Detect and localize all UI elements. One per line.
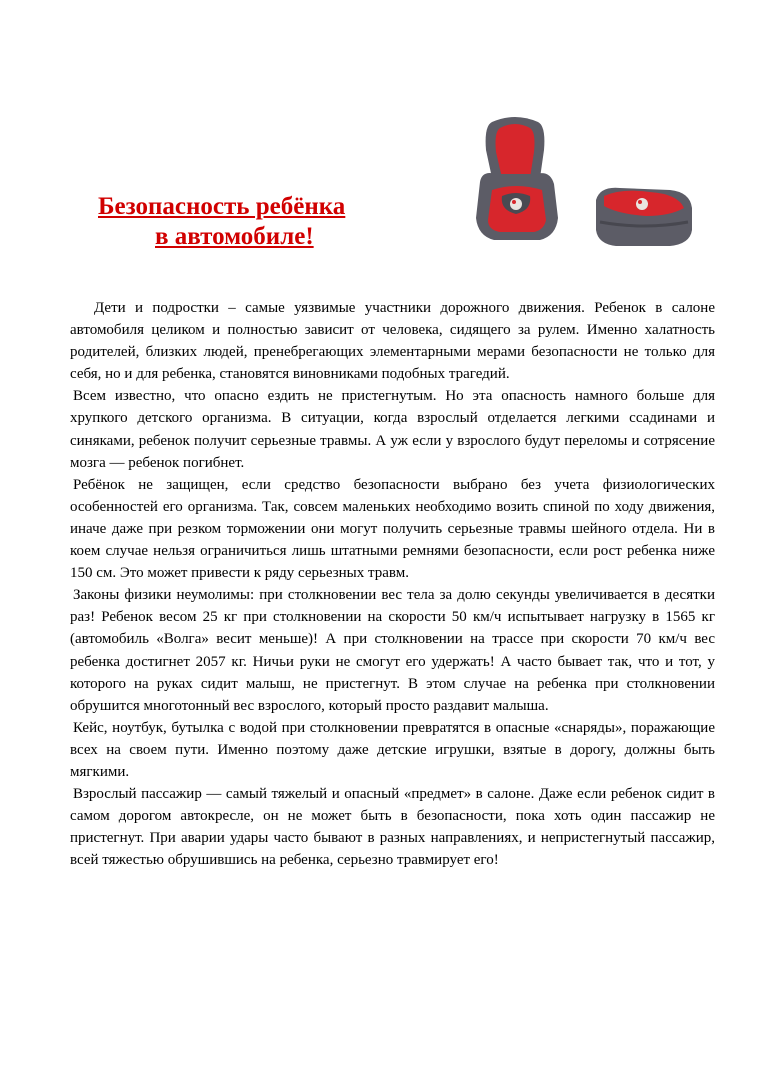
- booster-seat-icon: [596, 188, 692, 246]
- article-body: [70, 297, 715, 871]
- page-title-line-1: Безопасность ребёнка: [98, 193, 346, 220]
- paragraph-6: Взрослый пассажир — самый тяжелый и опасный «предмет» в салоне. Даже если ребенок сидит в самом дорогом автокресле, он не может быть в безопасности, пока хоть один пассажир не пристегнут. При аварии удары часто бывают в разных направлениях, и непристегнутый пассажир, всей тяжестью обрушившись на ребенка, серьезно травмирует его!: [70, 786, 715, 869]
- paragraph-1: Дети и подростки – самые уязвимые участники дорожного движения. Ребенок в салоне автомобиля целиком и полностью зависит от человека, сидящего за рулем. Именно халатность родителей, близких людей, пренебрегающих элементарными мерами безопасности не только для себя, но и для ребенка, становятся виновниками подобных трагедий.: [70, 300, 715, 383]
- car-seats-illustration: [470, 112, 710, 262]
- paragraph-5: Кейс, ноутбук, бутылка с водой при столкновении превратятся в опасные «снаряды», поражающие всех на своем пути. Именно поэтому даже детские игрушки, взятые в дорогу, должны быть мягкими.: [70, 719, 715, 780]
- paragraph-3: Ребёнок не защищен, если средство безопасности выбрано без учета физиологических особенностей его организма. Так, совсем маленьких необходимо возить спиной по ходу движения, иначе даже при резком торможении они могут получить серьезные травмы шейного отдела. Ни в коем случае нельзя ограничиться лишь штатными ремнями безопасности, если рост ребенка ниже 150 см. Это может привести к ряду серьезных травм.: [70, 476, 715, 582]
- paragraph-2: Всем известно, что опасно ездить не пристегнутым. Но эта опасность намного больше для хрупкого детского организма. В ситуации, когда взрослый отделается легкими ссадинами и синяками, ребенок получит серьезные травмы. А уж если у взрослого будут переломы и сотрясение мозга — ребенок погибнет.: [70, 388, 715, 471]
- child-car-seat-icon: [476, 117, 558, 240]
- paragraph-4: Законы физики неумолимы: при столкновении вес тела за долю секунды увеличивается в десятки раз! Ребенок весом 25 кг при столкновении на скорости 50 км/ч испытывает нагрузку в 1565 кг (автомобиль «Волга» весит меньше)! А при столкновении на трассе при скорости 70 км/ч вес ребенка достигнет 2057 кг. Ничьи руки не смогут его удержать! А часто бывает так, что и тот, у которого на руках сидит малыш, не пристегнут. В этом случае на ребенка при столкновении обрушится многотонный вес взрослого, который просто раздавит малыша.: [70, 587, 715, 714]
- page-title-line-2: в автомобиле!: [155, 223, 314, 250]
